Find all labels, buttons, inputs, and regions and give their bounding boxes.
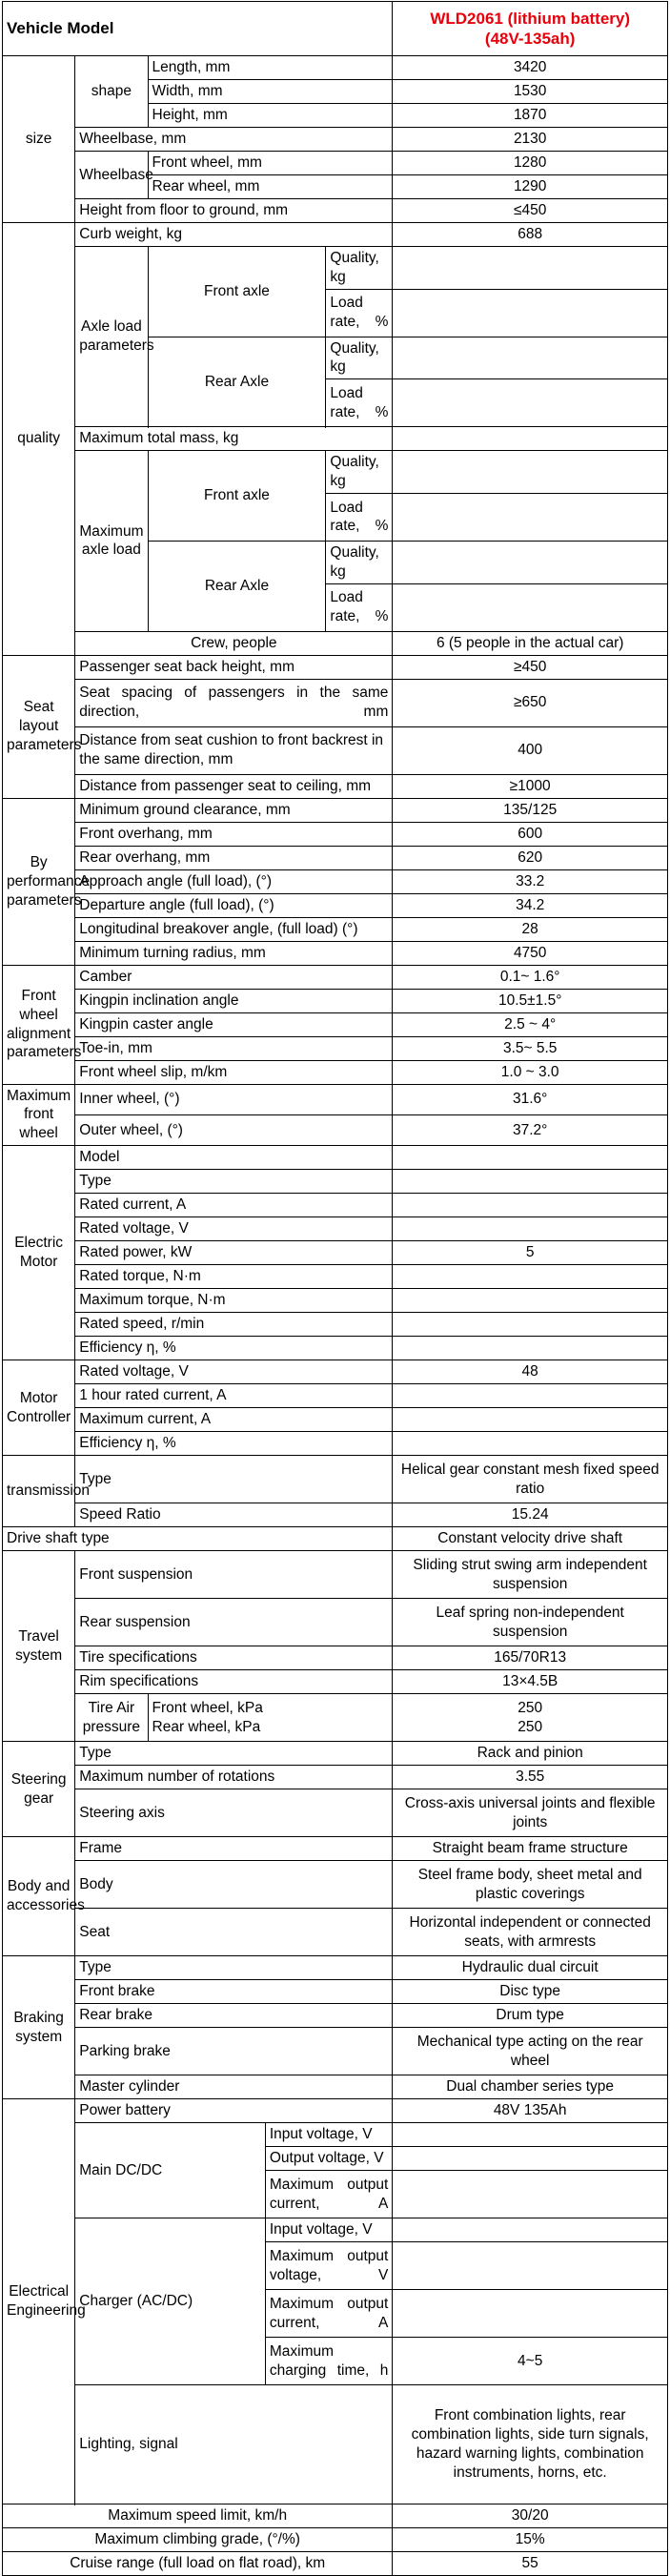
spec-value bbox=[393, 379, 668, 427]
front-axle-label: Front axle bbox=[148, 247, 326, 337]
table-row bbox=[3, 2218, 668, 2242]
table-row bbox=[3, 199, 668, 223]
dcdc-label: Main DC/DC bbox=[75, 2123, 266, 2218]
spec-label: Rated torque, N·m bbox=[75, 1265, 393, 1289]
category-size: size bbox=[3, 56, 75, 223]
spec-label: Front wheel, mm bbox=[148, 152, 393, 175]
spec-label: Type bbox=[75, 1170, 393, 1194]
spec-value: 600 bbox=[393, 822, 668, 846]
table-row bbox=[3, 1646, 668, 1670]
table-row bbox=[3, 1980, 668, 2004]
spec-label: Longitudinal breakover angle, (full load) (°) bbox=[75, 917, 393, 941]
spec-value bbox=[393, 1384, 668, 1408]
table-row bbox=[3, 427, 668, 451]
spec-label: Input voltage, V bbox=[265, 2123, 393, 2147]
spec-label: Kingpin caster angle bbox=[75, 1012, 393, 1036]
spec-value bbox=[393, 2290, 668, 2338]
header-row bbox=[3, 2, 668, 56]
spec-value bbox=[393, 1194, 668, 1217]
category-transmission: transmission bbox=[3, 1456, 75, 1527]
spec-value bbox=[393, 583, 668, 631]
spec-value: 15% bbox=[393, 2528, 668, 2552]
spec-label: Type bbox=[75, 1742, 393, 1766]
front-kpa-value: 250 bbox=[518, 1699, 543, 1716]
spec-value: 1280 bbox=[393, 152, 668, 175]
spec-table bbox=[2, 1, 668, 2576]
spec-value bbox=[393, 337, 668, 379]
spec-value: 3420 bbox=[393, 56, 668, 80]
spec-value: 10.5±1.5° bbox=[393, 989, 668, 1012]
table-row bbox=[3, 2552, 668, 2576]
table-row bbox=[3, 846, 668, 869]
spec-value: 2130 bbox=[393, 128, 668, 152]
axle-load-label: Axle load parameters bbox=[75, 247, 148, 427]
table-row bbox=[3, 56, 668, 80]
spec-value bbox=[393, 2242, 668, 2290]
spec-label: Camber bbox=[75, 965, 393, 989]
table-row bbox=[3, 2099, 668, 2123]
table-row bbox=[3, 1241, 668, 1265]
spec-label: Type bbox=[75, 1956, 393, 1980]
spec-label: Parking brake bbox=[75, 2028, 393, 2075]
table-row bbox=[3, 2123, 668, 2147]
spec-label: Rated power, kW bbox=[75, 1241, 393, 1265]
table-row bbox=[3, 1909, 668, 1956]
table-row bbox=[3, 1789, 668, 1837]
spec-value: Horizontal independent or connected seats, with armrests bbox=[393, 1909, 668, 1956]
spec-value: 34.2 bbox=[393, 893, 668, 917]
spec-sheet bbox=[2, 1, 668, 2572]
spec-value: 620 bbox=[393, 846, 668, 869]
spec-value bbox=[393, 1217, 668, 1241]
vehicle-model-name: WLD2061 (lithium battery) bbox=[430, 9, 631, 28]
spec-value: Drum type bbox=[393, 2004, 668, 2028]
spec-label: Width, mm bbox=[148, 80, 393, 104]
spec-label: Approach angle (full load), (°) bbox=[75, 869, 393, 893]
spec-label: Rear suspension bbox=[75, 1599, 393, 1646]
table-row bbox=[3, 941, 668, 965]
table-row bbox=[3, 774, 668, 798]
spec-label: Load rate, % bbox=[326, 289, 393, 337]
spec-value bbox=[393, 541, 668, 583]
vehicle-model-label: Vehicle Model bbox=[3, 2, 393, 56]
spec-label: Body bbox=[75, 1861, 393, 1909]
spec-value: Disc type bbox=[393, 1980, 668, 2004]
spec-value: 5 bbox=[393, 1241, 668, 1265]
spec-label: Maximum speed limit, km/h bbox=[3, 2504, 393, 2528]
front-axle-label: Front axle bbox=[148, 451, 326, 542]
spec-label: Minimum turning radius, mm bbox=[75, 941, 393, 965]
table-row bbox=[3, 869, 668, 893]
spec-label: Rated voltage, V bbox=[75, 1217, 393, 1241]
spec-label: Minimum ground clearance, mm bbox=[75, 798, 393, 822]
spec-label: Distance from seat cushion to front backrest in the same direction, mm bbox=[75, 726, 393, 774]
table-row bbox=[3, 1170, 668, 1194]
spec-value: 1.0 ~ 3.0 bbox=[393, 1060, 668, 1084]
spec-value bbox=[393, 2147, 668, 2171]
table-row bbox=[3, 1599, 668, 1646]
spec-label: Front suspension bbox=[75, 1551, 393, 1599]
table-row bbox=[3, 2004, 668, 2028]
category-quality: quality bbox=[3, 223, 75, 656]
table-row bbox=[3, 152, 668, 175]
table-row bbox=[3, 1408, 668, 1432]
spec-label: Cruise range (full load on flat road), km bbox=[3, 2552, 393, 2576]
table-row bbox=[3, 2504, 668, 2528]
spec-value: Hydraulic dual circuit bbox=[393, 1956, 668, 1980]
category-motor: Electric Motor bbox=[3, 1146, 75, 1360]
spec-value: Mechanical type acting on the rear wheel bbox=[393, 2028, 668, 2075]
spec-value: Steel frame body, sheet metal and plastic coverings bbox=[393, 1861, 668, 1909]
category-braking: Braking system bbox=[3, 1956, 75, 2099]
shape-label: shape bbox=[75, 56, 148, 128]
spec-label: Rear brake bbox=[75, 2004, 393, 2028]
spec-value: 28 bbox=[393, 917, 668, 941]
spec-value bbox=[393, 1146, 668, 1170]
table-row bbox=[3, 1084, 668, 1114]
rear-axle-label: Rear Axle bbox=[148, 541, 326, 631]
spec-value bbox=[393, 2171, 668, 2218]
spec-label: Front overhang, mm bbox=[75, 822, 393, 846]
spec-value: ≥650 bbox=[393, 679, 668, 726]
spec-label bbox=[148, 1694, 393, 1742]
spec-value: 0.1~ 1.6° bbox=[393, 965, 668, 989]
spec-label: Load rate, % bbox=[326, 493, 393, 541]
spec-label: Steering axis bbox=[75, 1789, 393, 1837]
table-row bbox=[3, 1217, 668, 1241]
spec-label: Seat bbox=[75, 1909, 393, 1956]
table-row bbox=[3, 679, 668, 726]
spec-value: 1870 bbox=[393, 104, 668, 128]
spec-value: Helical gear constant mesh fixed speed ratio bbox=[393, 1456, 668, 1503]
spec-label: Passenger seat back height, mm bbox=[75, 655, 393, 679]
spec-value: 135/125 bbox=[393, 798, 668, 822]
table-row bbox=[3, 1114, 668, 1145]
spec-value bbox=[393, 427, 668, 451]
table-row bbox=[3, 1670, 668, 1694]
spec-label: Load rate, % bbox=[326, 379, 393, 427]
spec-label: Rated speed, r/min bbox=[75, 1313, 393, 1337]
spec-value: Constant velocity drive shaft bbox=[393, 1527, 668, 1551]
spec-label: Toe-in, mm bbox=[75, 1036, 393, 1060]
spec-label: Rim specifications bbox=[75, 1670, 393, 1694]
spec-label: Curb weight, kg bbox=[75, 223, 393, 247]
category-travel: Travel system bbox=[3, 1551, 75, 1742]
spec-label: Front wheel slip, m/km bbox=[75, 1060, 393, 1084]
table-row bbox=[3, 965, 668, 989]
rear-kpa-label: Rear wheel, kPa bbox=[152, 1718, 261, 1735]
spec-value: 688 bbox=[393, 223, 668, 247]
spec-label: Quality, kg bbox=[326, 247, 393, 290]
category-seat-layout: Seat layout parameters bbox=[3, 655, 75, 798]
spec-value: Front combination lights, rear combination lights, side turn signals, hazard warning lights, combination instruments, horns, etc. bbox=[393, 2385, 668, 2504]
spec-label: Maximum number of rotations bbox=[75, 1766, 393, 1789]
spec-label: Maximum charging time, h bbox=[265, 2338, 393, 2385]
spec-label: Maximum current, A bbox=[75, 1408, 393, 1432]
spec-label: Maximum output current, A bbox=[265, 2171, 393, 2218]
spec-label: Front brake bbox=[75, 1980, 393, 2004]
spec-label: Maximum output current, A bbox=[265, 2290, 393, 2338]
spec-value: 13×4.5B bbox=[393, 1670, 668, 1694]
table-row bbox=[3, 1012, 668, 1036]
table-row bbox=[3, 631, 668, 655]
table-row bbox=[3, 1313, 668, 1337]
spec-label: Crew, people bbox=[75, 631, 393, 655]
spec-value bbox=[393, 2123, 668, 2147]
spec-label: Height, mm bbox=[148, 104, 393, 128]
spec-value: 2.5 ~ 4° bbox=[393, 1012, 668, 1036]
spec-label: Seat spacing of passengers in the same direction, mm bbox=[75, 679, 393, 726]
spec-label: Frame bbox=[75, 1837, 393, 1861]
front-kpa-label: Front wheel, kPa bbox=[152, 1699, 263, 1716]
spec-value: 165/70R13 bbox=[393, 1646, 668, 1670]
spec-label: Rear overhang, mm bbox=[75, 846, 393, 869]
spec-label: Master cylinder bbox=[75, 2075, 393, 2099]
table-row bbox=[3, 1551, 668, 1599]
table-row bbox=[3, 2385, 668, 2504]
spec-label: Rear wheel, mm bbox=[148, 175, 393, 199]
table-row bbox=[3, 1837, 668, 1861]
table-row bbox=[3, 1384, 668, 1408]
spec-value: Dual chamber series type bbox=[393, 2075, 668, 2099]
track-label: Wheelbase bbox=[75, 152, 148, 199]
spec-label: Drive shaft type bbox=[3, 1527, 393, 1551]
spec-label: Efficiency η, % bbox=[75, 1432, 393, 1456]
spec-label: Efficiency η, % bbox=[75, 1337, 393, 1360]
spec-label: Inner wheel, (°) bbox=[75, 1084, 393, 1114]
spec-label: Length, mm bbox=[148, 56, 393, 80]
spec-value: ≤450 bbox=[393, 199, 668, 223]
spec-value: Leaf spring non-independent suspension bbox=[393, 1599, 668, 1646]
spec-label: Load rate, % bbox=[326, 583, 393, 631]
table-row bbox=[3, 655, 668, 679]
spec-value bbox=[393, 289, 668, 337]
spec-value bbox=[393, 2218, 668, 2242]
spec-value bbox=[393, 493, 668, 541]
charger-label: Charger (AC/DC) bbox=[75, 2218, 266, 2385]
spec-value: Straight beam frame structure bbox=[393, 1837, 668, 1861]
spec-label: Quality, kg bbox=[326, 451, 393, 494]
table-row bbox=[3, 1036, 668, 1060]
spec-label: Departure angle (full load), (°) bbox=[75, 893, 393, 917]
spec-label: Maximum total mass, kg bbox=[75, 427, 393, 451]
category-front-wheel: Maximum front wheel bbox=[3, 1084, 75, 1145]
spec-label: Distance from passenger seat to ceiling, mm bbox=[75, 774, 393, 798]
table-row bbox=[3, 1060, 668, 1084]
table-row bbox=[3, 726, 668, 774]
table-row bbox=[3, 1265, 668, 1289]
spec-label: Lighting, signal bbox=[75, 2385, 393, 2504]
category-body: Body and accessories bbox=[3, 1837, 75, 1956]
spec-label: Outer wheel, (°) bbox=[75, 1114, 393, 1145]
table-row bbox=[3, 1360, 668, 1384]
table-row bbox=[3, 2075, 668, 2099]
spec-value: 400 bbox=[393, 726, 668, 774]
spec-label: Maximum torque, N·m bbox=[75, 1289, 393, 1313]
table-row bbox=[3, 1194, 668, 1217]
spec-label: Rated current, A bbox=[75, 1194, 393, 1217]
spec-label: Height from floor to ground, mm bbox=[75, 199, 393, 223]
max-axle-load-label: Maximum axle load bbox=[75, 451, 148, 631]
spec-label: Maximum output voltage, V bbox=[265, 2242, 393, 2290]
spec-value: Rack and pinion bbox=[393, 1742, 668, 1766]
spec-value: 37.2° bbox=[393, 1114, 668, 1145]
category-controller: Motor Controller bbox=[3, 1360, 75, 1456]
table-row bbox=[3, 1527, 668, 1551]
table-row bbox=[3, 989, 668, 1012]
spec-value: Sliding strut swing arm independent suspension bbox=[393, 1551, 668, 1599]
spec-label: Maximum climbing grade, (°/%) bbox=[3, 2528, 393, 2552]
spec-value: 15.24 bbox=[393, 1503, 668, 1527]
spec-label: Model bbox=[75, 1146, 393, 1170]
table-row bbox=[3, 1432, 668, 1456]
spec-label: Input voltage, V bbox=[265, 2218, 393, 2242]
spec-label: Power battery bbox=[75, 2099, 393, 2123]
spec-value: 4750 bbox=[393, 941, 668, 965]
spec-value: Cross-axis universal joints and flexible joints bbox=[393, 1789, 668, 1837]
spec-value: 6 (5 people in the actual car) bbox=[393, 631, 668, 655]
spec-label: Wheelbase, mm bbox=[75, 128, 393, 152]
rear-axle-label: Rear Axle bbox=[148, 337, 326, 427]
category-performance: By performance parameters bbox=[3, 798, 75, 965]
category-alignment: Front wheel alignment parameters bbox=[3, 965, 75, 1084]
spec-value: 1530 bbox=[393, 80, 668, 104]
table-row bbox=[3, 2028, 668, 2075]
table-row bbox=[3, 1742, 668, 1766]
table-row bbox=[3, 1861, 668, 1909]
vehicle-model-value bbox=[393, 2, 668, 56]
spec-value: 33.2 bbox=[393, 869, 668, 893]
spec-value: 55 bbox=[393, 2552, 668, 2576]
spec-label: Rated voltage, V bbox=[75, 1360, 393, 1384]
table-row bbox=[3, 1337, 668, 1360]
spec-value: 1290 bbox=[393, 175, 668, 199]
spec-label: Type bbox=[75, 1456, 393, 1503]
spec-value: 48V 135Ah bbox=[393, 2099, 668, 2123]
spec-value bbox=[393, 1337, 668, 1360]
table-row bbox=[3, 451, 668, 494]
spec-value: ≥450 bbox=[393, 655, 668, 679]
table-row bbox=[3, 1956, 668, 1980]
spec-value: 3.55 bbox=[393, 1766, 668, 1789]
spec-label: Speed Ratio bbox=[75, 1503, 393, 1527]
table-row bbox=[3, 2528, 668, 2552]
vehicle-model-battery: (48V-135ah) bbox=[484, 30, 576, 48]
spec-value: 4~5 bbox=[393, 2338, 668, 2385]
spec-value bbox=[393, 1432, 668, 1456]
spec-label: Quality, kg bbox=[326, 337, 393, 379]
spec-label: Tire specifications bbox=[75, 1646, 393, 1670]
spec-value: 30/20 bbox=[393, 2504, 668, 2528]
spec-label: 1 hour rated current, A bbox=[75, 1384, 393, 1408]
spec-value: ≥1000 bbox=[393, 774, 668, 798]
table-row bbox=[3, 917, 668, 941]
table-row bbox=[3, 1289, 668, 1313]
table-row bbox=[3, 822, 668, 846]
table-row bbox=[3, 128, 668, 152]
spec-label: Kingpin inclination angle bbox=[75, 989, 393, 1012]
spec-label: Output voltage, V bbox=[265, 2147, 393, 2171]
table-row bbox=[3, 223, 668, 247]
spec-value bbox=[393, 1265, 668, 1289]
table-row bbox=[3, 1766, 668, 1789]
spec-value: 31.6° bbox=[393, 1084, 668, 1114]
table-row bbox=[3, 1503, 668, 1527]
spec-value: 3.5~ 5.5 bbox=[393, 1036, 668, 1060]
table-row bbox=[3, 1694, 668, 1742]
spec-value bbox=[393, 1313, 668, 1337]
table-row bbox=[3, 893, 668, 917]
spec-value bbox=[393, 1694, 668, 1742]
table-row bbox=[3, 1456, 668, 1503]
table-row bbox=[3, 1146, 668, 1170]
spec-value: 48 bbox=[393, 1360, 668, 1384]
category-electrical: Electrical Engineering bbox=[3, 2099, 75, 2504]
spec-value bbox=[393, 1408, 668, 1432]
spec-value bbox=[393, 451, 668, 494]
category-steering: Steering gear bbox=[3, 1742, 75, 1837]
spec-value bbox=[393, 247, 668, 290]
tire-pressure-label: Tire Air pressure bbox=[75, 1694, 148, 1742]
spec-value bbox=[393, 1170, 668, 1194]
rear-kpa-value: 250 bbox=[518, 1718, 543, 1735]
table-row bbox=[3, 798, 668, 822]
spec-value bbox=[393, 1289, 668, 1313]
table-row bbox=[3, 247, 668, 290]
spec-label: Quality, kg bbox=[326, 541, 393, 583]
